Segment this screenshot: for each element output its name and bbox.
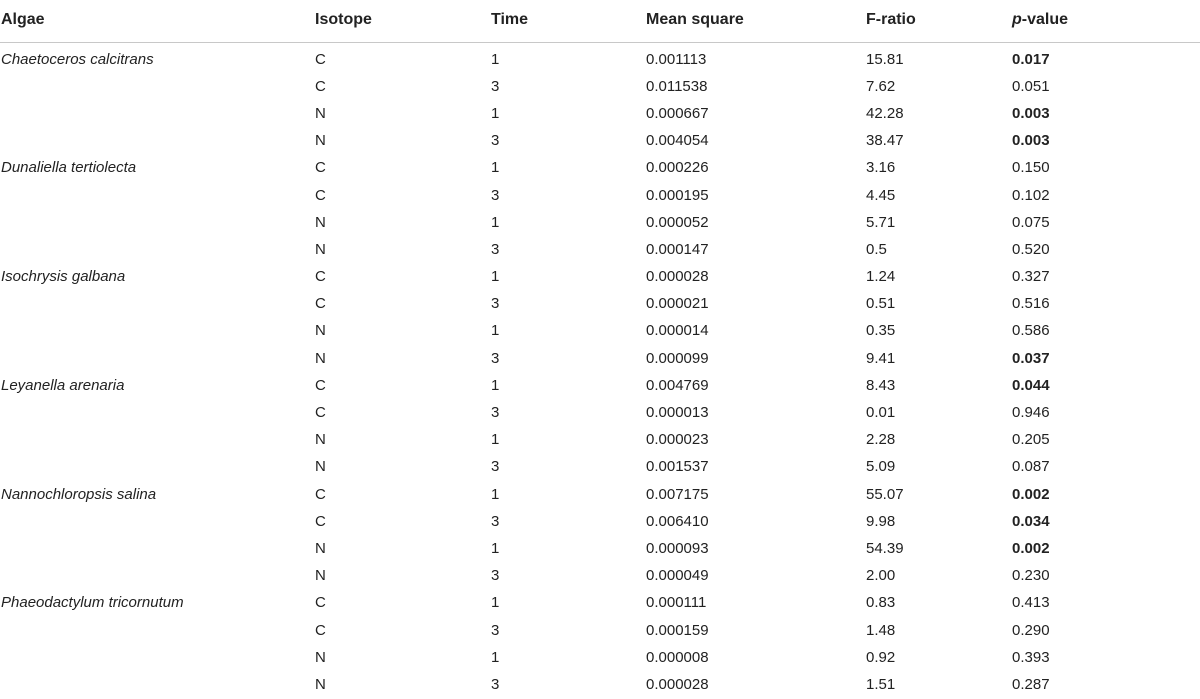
cell-mean-square: 0.001113 [646,50,707,68]
table-row [0,43,1200,74]
cell-time: 1 [491,322,500,340]
cell-algae: Chaetoceros calcitrans [1,50,154,68]
table-body [0,43,1200,699]
cell-isotope: C [315,376,326,394]
cell-mean-square: 0.000023 [646,431,709,449]
header-isotope: Isotope [314,0,490,43]
cell-isotope: C [315,512,326,530]
table-row [0,508,1200,535]
cell-f-ratio: 0.5 [866,240,887,258]
cell-algae: Leyanella arenaria [1,376,125,394]
cell-mean-square: 0.000093 [646,539,709,557]
cell-algae [0,318,314,345]
cell-isotope: C [315,268,326,286]
cell-algae [0,291,314,318]
table-row [0,100,1200,127]
table-row [0,128,1200,155]
cell-isotope: N [315,132,326,150]
table-row [0,291,1200,318]
cell-time: 3 [491,512,500,530]
cell-time: 1 [491,50,500,68]
cell-p-value: 0.003 [1012,104,1050,122]
table-row [0,264,1200,291]
cell-algae [0,427,314,454]
cell-p-value: 0.413 [1012,594,1050,612]
table-row [0,427,1200,454]
cell-mean-square: 0.000147 [646,240,709,258]
cell-f-ratio: 4.45 [866,186,896,204]
cell-f-ratio: 0.92 [866,648,896,666]
cell-isotope: C [315,594,326,612]
table-row [0,345,1200,372]
cell-algae: Phaeodactylum tricornutum [1,594,184,612]
cell-mean-square: 0.011538 [646,77,708,95]
cell-isotope: C [315,295,326,313]
cell-mean-square: 0.000013 [646,404,709,422]
cell-time: 3 [491,295,500,313]
cell-isotope: N [315,675,326,693]
cell-algae [0,535,314,562]
cell-time: 3 [491,132,500,150]
cell-mean-square: 0.000008 [646,648,709,666]
cell-p-value: 0.287 [1012,675,1050,693]
cell-isotope: N [315,240,326,258]
cell-mean-square: 0.000049 [646,567,709,585]
table-row [0,399,1200,426]
cell-algae [0,644,314,671]
cell-isotope: N [315,539,326,557]
cell-p-value: 0.002 [1012,539,1050,557]
cell-mean-square: 0.007175 [646,485,709,503]
cell-f-ratio: 54.39 [866,539,904,557]
cell-time: 1 [491,539,500,557]
table-row [0,617,1200,644]
cell-time: 1 [491,431,500,449]
cell-f-ratio: 9.98 [866,512,896,530]
cell-isotope: C [315,621,326,639]
cell-p-value: 0.037 [1012,349,1050,367]
cell-isotope: N [315,104,326,122]
cell-f-ratio: 0.01 [866,404,896,422]
cell-algae [0,345,314,372]
table-row [0,535,1200,562]
cell-time: 3 [491,404,500,422]
cell-isotope: N [315,458,326,476]
cell-algae [0,454,314,481]
table-row [0,182,1200,209]
cell-f-ratio: 5.09 [866,458,896,476]
cell-time: 3 [491,458,500,476]
cell-algae: Dunaliella tertiolecta [1,159,137,177]
header-algae: Algae [0,0,314,43]
cell-f-ratio: 3.16 [866,159,896,177]
table-header [0,0,1200,43]
table-row [0,318,1200,345]
cell-algae: Nannochloropsis salina [1,485,157,503]
table-row [0,644,1200,671]
cell-time: 3 [491,240,500,258]
cell-p-value: 0.946 [1012,404,1050,422]
cell-isotope: N [315,322,326,340]
cell-isotope: N [315,648,326,666]
cell-p-value: 0.002 [1012,485,1050,503]
cell-isotope: C [315,159,326,177]
cell-mean-square: 0.000195 [646,186,709,204]
cell-algae [0,617,314,644]
cell-f-ratio: 1.48 [866,621,896,639]
table-row [0,454,1200,481]
cell-time: 3 [491,349,500,367]
cell-isotope: C [315,485,326,503]
cell-time: 3 [491,675,500,693]
cell-f-ratio: 0.35 [866,322,896,340]
table-row [0,671,1200,698]
cell-mean-square: 0.000667 [646,104,709,122]
cell-time: 1 [491,376,500,394]
cell-time: 1 [491,268,500,286]
cell-mean-square: 0.000226 [646,159,709,177]
cell-f-ratio: 42.28 [866,104,904,122]
cell-isotope: C [315,404,326,422]
cell-f-ratio: 2.28 [866,431,896,449]
cell-f-ratio: 0.51 [866,295,896,313]
cell-algae [0,73,314,100]
cell-time: 1 [491,213,500,231]
cell-algae: Isochrysis galbana [1,268,126,286]
cell-time: 1 [491,485,500,503]
table-row [0,372,1200,399]
header-p-value-italic: p [1012,11,1022,28]
cell-f-ratio: 1.24 [866,268,896,286]
cell-time: 3 [491,567,500,585]
cell-mean-square: 0.000111 [646,594,707,612]
cell-p-value: 0.044 [1012,376,1050,394]
cell-algae [0,508,314,535]
cell-p-value: 0.230 [1012,567,1050,585]
cell-isotope: C [315,50,326,68]
cell-p-value: 0.327 [1012,268,1050,286]
cell-p-value: 0.516 [1012,295,1050,313]
cell-time: 3 [491,77,500,95]
cell-algae [0,236,314,263]
cell-p-value: 0.205 [1012,431,1050,449]
cell-p-value: 0.003 [1012,132,1050,150]
cell-isotope: N [315,567,326,585]
cell-p-value: 0.586 [1012,322,1050,340]
cell-f-ratio: 8.43 [866,376,896,394]
cell-algae [0,128,314,155]
cell-mean-square: 0.000014 [646,322,709,340]
table-row [0,73,1200,100]
cell-algae [0,399,314,426]
cell-isotope: C [315,77,326,95]
cell-time: 1 [491,648,500,666]
cell-p-value: 0.017 [1012,50,1050,68]
cell-f-ratio: 38.47 [866,132,904,150]
cell-f-ratio: 2.00 [866,567,896,585]
cell-time: 3 [491,186,500,204]
cell-isotope: C [315,186,326,204]
cell-mean-square: 0.000028 [646,268,709,286]
header-p-value [1011,0,1200,43]
cell-algae [0,209,314,236]
table-row [0,209,1200,236]
cell-algae [0,100,314,127]
cell-f-ratio: 55.07 [866,485,904,503]
header-time: Time [490,0,645,43]
cell-f-ratio: 5.71 [866,213,896,231]
table-row [0,155,1200,182]
cell-p-value: 0.102 [1012,186,1050,204]
header-f-ratio: F-ratio [865,0,1011,43]
cell-mean-square: 0.001537 [646,458,709,476]
cell-algae [0,671,314,698]
cell-isotope: N [315,349,326,367]
cell-mean-square: 0.006410 [646,512,709,530]
table-row [0,481,1200,508]
cell-p-value: 0.150 [1012,159,1050,177]
cell-f-ratio: 9.41 [866,349,896,367]
cell-p-value: 0.075 [1012,213,1050,231]
cell-p-value: 0.393 [1012,648,1050,666]
cell-algae [0,563,314,590]
cell-time: 1 [491,594,500,612]
cell-mean-square: 0.004769 [646,376,709,394]
cell-mean-square: 0.004054 [646,132,709,150]
cell-f-ratio: 1.51 [866,675,896,693]
table-row [0,236,1200,263]
cell-p-value: 0.051 [1012,77,1050,95]
cell-mean-square: 0.000159 [646,621,709,639]
cell-mean-square: 0.000021 [646,295,709,313]
cell-isotope: N [315,431,326,449]
header-p-value-rest: -value [1021,11,1069,28]
cell-mean-square: 0.000052 [646,213,709,231]
cell-p-value: 0.087 [1012,458,1050,476]
cell-isotope: N [315,213,326,231]
cell-f-ratio: 15.81 [866,50,904,68]
header-row [0,0,1200,43]
table-row [0,563,1200,590]
cell-f-ratio: 7.62 [866,77,896,95]
cell-p-value: 0.034 [1012,512,1050,530]
cell-mean-square: 0.000099 [646,349,709,367]
cell-time: 1 [491,159,500,177]
table-row [0,590,1200,617]
cell-p-value: 0.290 [1012,621,1050,639]
cell-algae [0,182,314,209]
header-mean-square: Mean square [645,0,865,43]
cell-p-value: 0.520 [1012,240,1050,258]
cell-time: 3 [491,621,500,639]
cell-f-ratio: 0.83 [866,594,896,612]
cell-mean-square: 0.000028 [646,675,709,693]
cell-time: 1 [491,104,500,122]
